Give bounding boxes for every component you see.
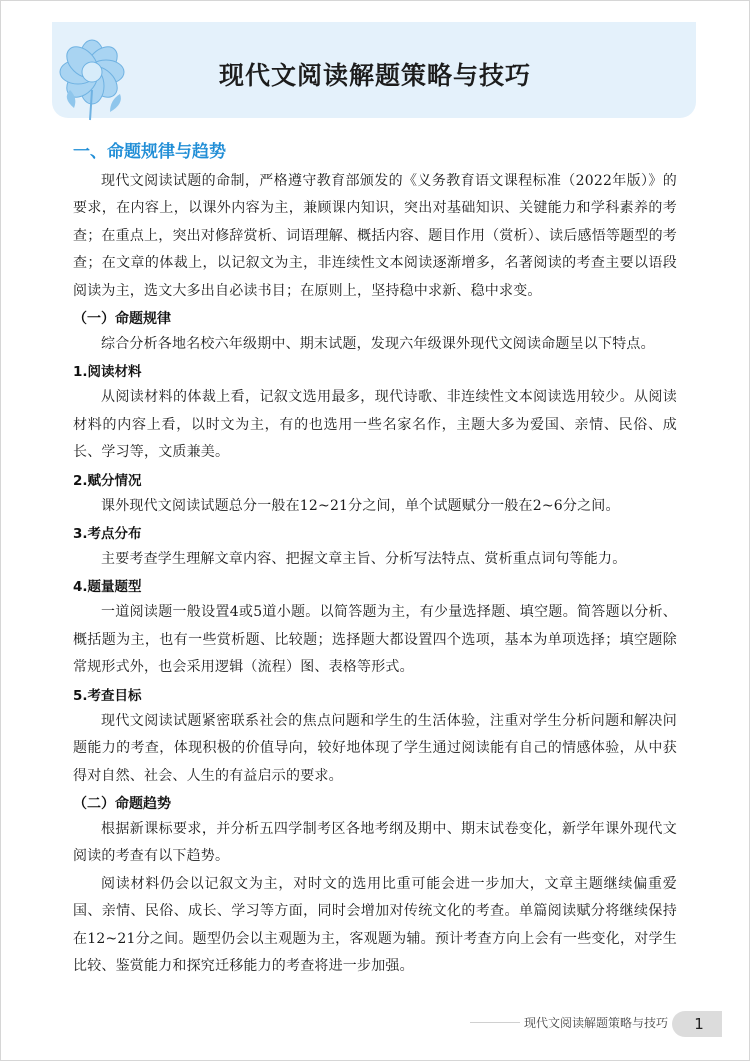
trends-paragraph: 根据新课标要求，并分析五四学制考区各地考纲及期中、期末试卷变化，新学年课外现代文阅读的考查有以下趋势。 [73, 820, 677, 865]
item-heading-scoring: 2.赋分情况 [73, 472, 142, 489]
footer [0, 1008, 750, 1038]
section-intro: 现代文阅读试题的命制，严格遵守教育部颁发的《义务教育语文课程标准（2022年版）》的要求，在内容上，以课外内容为主，兼顾课内知识，突出对基础知识、关键能力和学科素养的考查；在重点上，突出对修辞赏析、词语理解、概括内容、题目作用（赏析）、读后感悟等题型的考查；在文章的体裁上，以记叙文为主，非连续性文本阅读逐渐增多，名著阅读的考查主要以语段阅读为主，选文大多出自必读书目；在原则上，坚持稳中求新、稳中求变。 [73, 173, 677, 299]
item-text-objectives: 现代文阅读试题紧密联系社会的焦点问题和学生的生活体验，注重对学生分析问题和解决问题能力的考查，体现积极的价值导向，较好地体现了学生通过阅读能有自己的情感体验，从中获得对自然、社会、人生的有益启示的要求。 [73, 712, 677, 784]
page-number: 1 [694, 1015, 704, 1033]
item-heading-test-points: 3.考点分布 [73, 526, 142, 543]
item-text-question-types: 一道阅读题一般设置4或5道小题。以简答题为主，有少量选择题、填空题。简答题以分析、概括题为主，也有一些赏析题、比较题；选择题大都设置四个选项，基本为单项选择；填空题除常规形式外，也会采用逻辑（流程）图、表格等形式。 [73, 604, 677, 676]
page-title: 现代文阅读解题策略与技巧 [218, 61, 531, 90]
section-heading: 一、命题规律与趋势 [73, 142, 226, 162]
item-text-scoring: 课外现代文阅读试题总分一般在12~21分之间，单个试题赋分一般在2~6分之间。 [101, 497, 620, 514]
item-text-test-points: 主要考查学生理解文章内容、把握文章主旨、分析写法特点、赏析重点词句等能力。 [101, 551, 627, 568]
item-heading-question-types: 4.题量题型 [73, 579, 142, 596]
rules-intro: 综合分析各地名校六年级期中、期末试题，发现六年级课外现代文阅读命题呈以下特点。 [101, 336, 655, 353]
running-title: 现代文阅读解题策略与技巧 [520, 1011, 674, 1035]
item-heading-objectives: 5.考查目标 [73, 687, 142, 704]
rules-heading: （一）命题规律 [73, 311, 171, 328]
main-content [73, 138, 677, 980]
trends-paragraph: 阅读材料仍会以记叙文为主，对时文的选用比重可能会进一步加大，文章主题继续偏重爱国、亲情、民俗、成长、学习等方面，同时会增加对传统文化的考查。单篇阅读赋分将继续保持在12~21分之间。题型仍会以主观题为主，客观题为辅。预计考查方向上会有一些变化，对学生比较、鉴赏能力和探究迁移能力的考查将进一步加强。 [73, 875, 677, 974]
item-heading-reading-material: 1.阅读材料 [73, 364, 142, 381]
item-text-reading-material: 从阅读材料的体裁上看，记叙文选用最多，现代诗歌、非连续性文本阅读选用较少。从阅读材料的内容上看，以时文为主，有的也选用一些名家名作，主题大多为爱国、亲情、民俗、成长、学习等，文质兼美。 [73, 389, 677, 461]
trends-heading: （二）命题趋势 [73, 795, 171, 812]
